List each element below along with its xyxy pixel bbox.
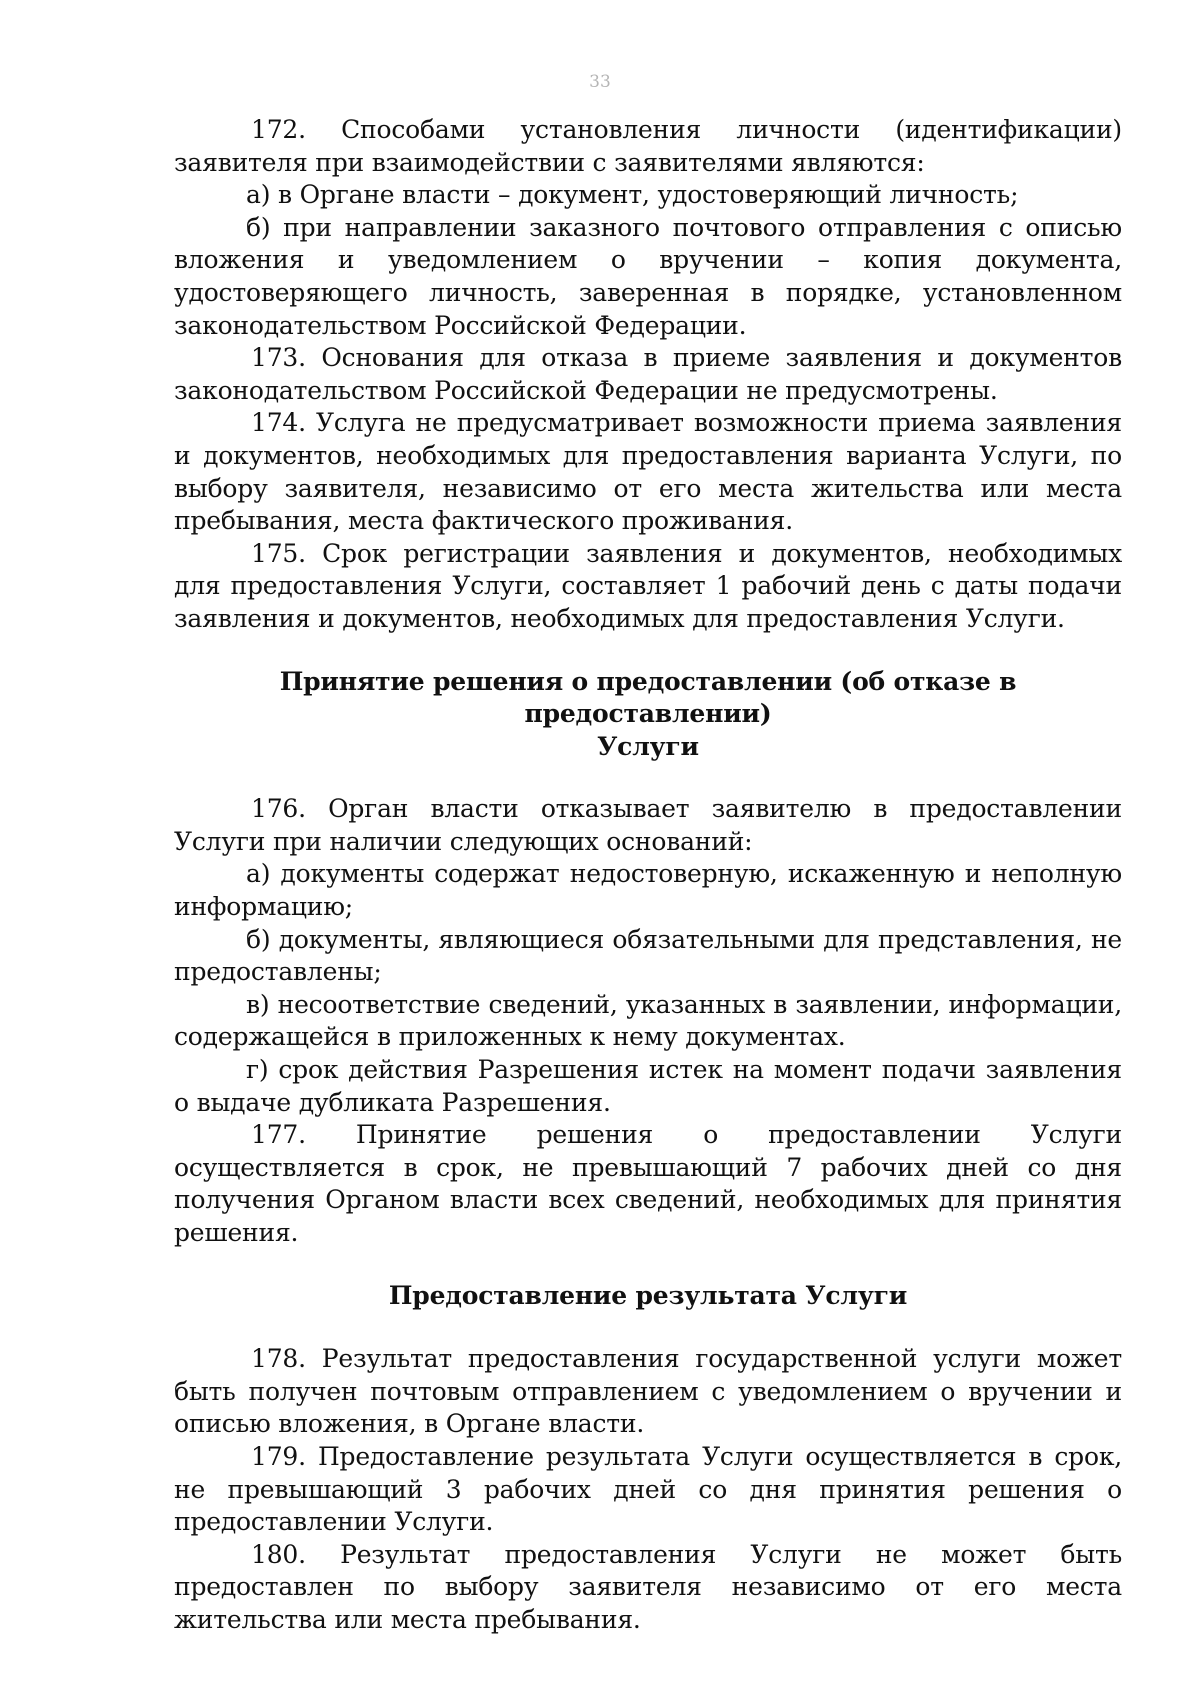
paragraph-172: 172. Способами установления личности (идентификации) заявителя при взаимодействии с заявителями являются:	[174, 115, 1122, 177]
section-heading-result: Предоставление результата Услуги	[388, 1280, 908, 1310]
paragraph-175: 175. Срок регистрации заявления и документов, необходимых для предоставления Услуги, составляет 1 рабочий день с даты подачи заявления и документов, необходимых для предоставления Услуги.	[174, 538, 1122, 633]
section-heading-decision-line1: Принятие решения о предоставлении (об отказе в предоставлении)	[279, 666, 1017, 729]
paragraph-172-b: б) при направлении заказного почтового отправления с описью вложения и уведомлением о вручении – копия документа, удостоверяющего личность, заверенная в порядке, установленном законодательством Российской Федерации.	[174, 212, 1122, 340]
section-heading-decision-line2: Услуги	[597, 731, 699, 761]
paragraph-179: 179. Предоставление результата Услуги осуществляется в срок, не превышающий 3 рабочих дней со дня принятия решения о предоставлении Услуги.	[174, 1441, 1122, 1537]
paragraph-173: 173. Основания для отказа в приеме заявления и документов законодательством Российской Федерации не предусмотрены.	[174, 343, 1122, 405]
document-body	[174, 114, 1122, 1637]
paragraph-178: 178. Результат предоставления государственной услуги может быть получен почтовым отправлением с уведомлением о вручении и описью вложения, в Органе власти.	[174, 1344, 1122, 1439]
paragraph-180: 180. Результат предоставления Услуги не может быть предоставлен по выбору заявителя независимо от его места жительства или места пребывания.	[174, 1539, 1122, 1634]
page-number: 33	[589, 72, 611, 92]
paragraph-176-v: в) несоответствие сведений, указанных в заявлении, информации, содержащейся в приложенных к нему документах.	[174, 989, 1122, 1052]
paragraph-177: 177. Принятие решения о предоставлении Услуги осуществляется в срок, не превышающий 7 рабочих дней со дня получения Органом власти всех сведений, необходимых для принятия решения.	[174, 1120, 1122, 1247]
paragraph-174: 174. Услуга не предусматривает возможности приема заявления и документов, необходимых для предоставления варианта Услуги, по выбору заявителя, независимо от его места жительства или места пребывания, места фактического проживания.	[174, 408, 1122, 536]
paragraph-176-a: а) документы содержат недостоверную, искаженную и неполную информацию;	[174, 859, 1122, 922]
paragraph-176-b: б) документы, являющиеся обязательными для представления, не предоставлены;	[174, 924, 1122, 987]
paragraph-176: 176. Орган власти отказывает заявителю в предоставлении Услуги при наличии следующих оснований:	[174, 794, 1122, 856]
section-heading-decision	[174, 666, 1122, 764]
paragraph-176-g: г) срок действия Разрешения истек на момент подачи заявления о выдаче дубликата Разрешения.	[174, 1055, 1122, 1117]
paragraph-172-a: а) в Органе власти – документ, удостоверяющий личность;	[246, 180, 1019, 210]
